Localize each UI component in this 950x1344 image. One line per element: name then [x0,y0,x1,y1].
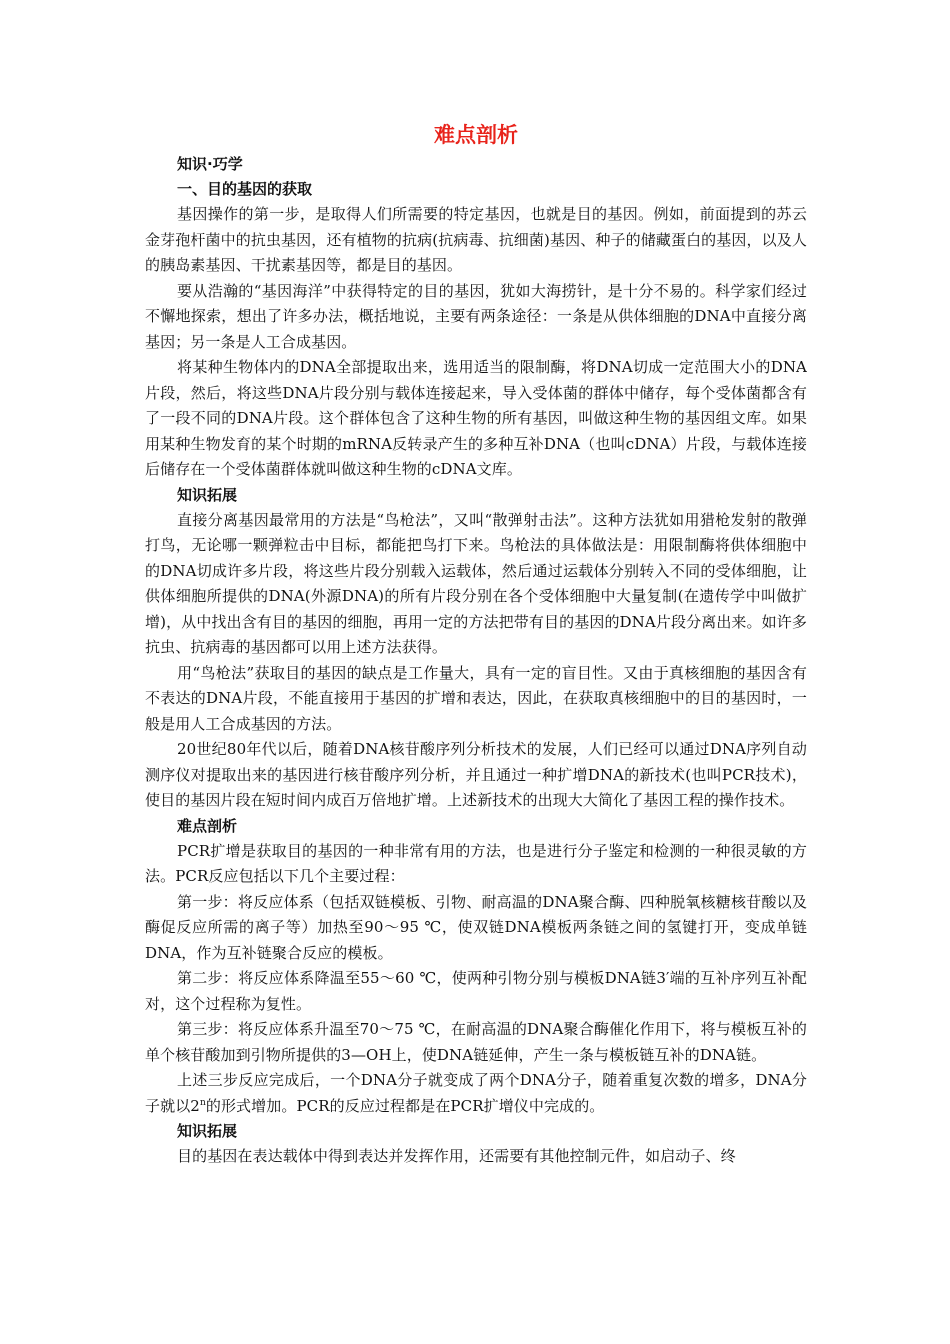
document-content [145,120,807,1170]
superscript-n: n [199,1097,206,1108]
section-heading-extension: 知识拓展 [177,485,238,504]
paragraph-text-before: 上述三步反应完成后，一个DNA分子就变成了两个DNA分子，随着重复次数的增多，DNA分子就以2 [145,1071,807,1115]
section-heading-zhishi-qiaoxue: 知识·巧学 [177,155,243,173]
paragraph: 要从浩瀚的“基因海洋”中获得特定的目的基因，犹如大海捞针，是十分不易的。科学家们经过不懈地探索，想出了许多办法，概括地说，主要有两条途径：一条是从供体细胞的DNA中直接分离基因；另一条是人工合成基因。 [145,281,807,351]
page-title: 难点剖析 [434,123,518,147]
paragraph: 20世纪80年代以后，随着DNA核苷酸序列分析技术的发展，人们已经可以通过DNA序列自动测序仪对提取出来的基因进行核苷酸序列分析，并且通过一种扩增DNA的新技术(也叫PCR技术)，使目的基因片段在短时间内成百万倍地扩增。上述新技术的出现大大简化了基因工程的操作技术。 [145,740,807,809]
paragraph-text-after: 的形式增加。PCR的反应过程都是在PCR扩增仪中完成的。 [205,1096,605,1115]
section-heading-target-gene: 一、目的基因的获取 [177,180,313,198]
paragraph: PCR扩增是获取目的基因的一种非常有用的方法，也是进行分子鉴定和检测的一种很灵敏的方法。PCR反应包括以下几个主要过程： [145,841,807,885]
paragraph: 基因操作的第一步，是取得人们所需要的特定基因，也就是目的基因。例如，前面提到的苏云金芽孢杆菌中的抗虫基因，还有植物的抗病(抗病毒、抗细菌)基因、种子的储藏蛋白的基因，以及人的胰岛素基因、干扰素基因等，都是目的基因。 [145,205,807,274]
paragraph: 用“鸟枪法”获取目的基因的缺点是工作量大，具有一定的盲目性。又由于真核细胞的基因含有不表达的DNA片段，不能直接用于基因的扩增和表达，因此，在获取真核细胞中的目的基因时，一般是用人工合成基因的方法。 [145,663,807,733]
paragraph: 目的基因在表达载体中得到表达并发挥作用，还需要有其他控制元件，如启动子、终 [177,1147,736,1165]
section-heading-extension: 知识拓展 [177,1122,238,1140]
paragraph: 第三步：将反应体系升温至70～75 ℃，在耐高温的DNA聚合酶催化作用下，将与模板互补的单个核苷酸加到引物所提供的3—OH上，使DNA链延伸，产生一条与模板链互补的DNA链。 [145,1020,807,1064]
paragraph-with-superscript [145,1068,807,1119]
paragraph: 将某种生物体内的DNA全部提取出来，选用适当的限制酶，将DNA切成一定范围大小的DNA片段，然后，将这些DNA片段分别与载体连接起来，导入受体菌的群体中储存，每个受体菌都含有了一段不同的DNA片段。这个群体包含了这种生物的所有基因，叫做这种生物的基因组文库。如果用某种生物发育的某个时期的mRNA反转录产生的多种互补DNA（也叫cDNA）片段，与载体连接后储存在一个受体菌群体就叫做这种生物的cDNA文库。 [145,358,807,478]
paragraph: 直接分离基因最常用的方法是“鸟枪法”，又叫“散弹射击法”。这种方法犹如用猎枪发射的散弹打鸟，无论哪一颗弹粒击中目标，都能把鸟打下来。鸟枪法的具体做法是：用限制酶将供体细胞中的DNA切成许多片段，将这些片段分别载入运载体，然后通过运载体分别转入不同的受体细胞，让供体细胞所提供的DNA(外源DNA)的所有片段分别在各个受体细胞中大量复制(在遗传学中叫做扩增)，从中找出含有目的基因的细胞，再用一定的方法把带有目的基因的DNA片段分离出来。如许多抗虫、抗病毒的基因都可以用上述方法获得。 [145,510,807,656]
paragraph: 第一步：将反应体系（包括双链模板、引物、耐高温的DNA聚合酶、四种脱氧核糖核苷酸以及酶促反应所需的离子等）加热至90～95 ℃，使双链DNA模板两条链之间的氢键打开，变成单链DNA，作为互补链聚合反应的模板。 [145,892,807,962]
section-heading-analysis: 难点剖析 [177,816,238,835]
paragraph: 第二步：将反应体系降温至55～60 ℃，使两种引物分别与模板DNA链3′端的互补序列互补配对，这个过程称为复性。 [145,969,807,1013]
